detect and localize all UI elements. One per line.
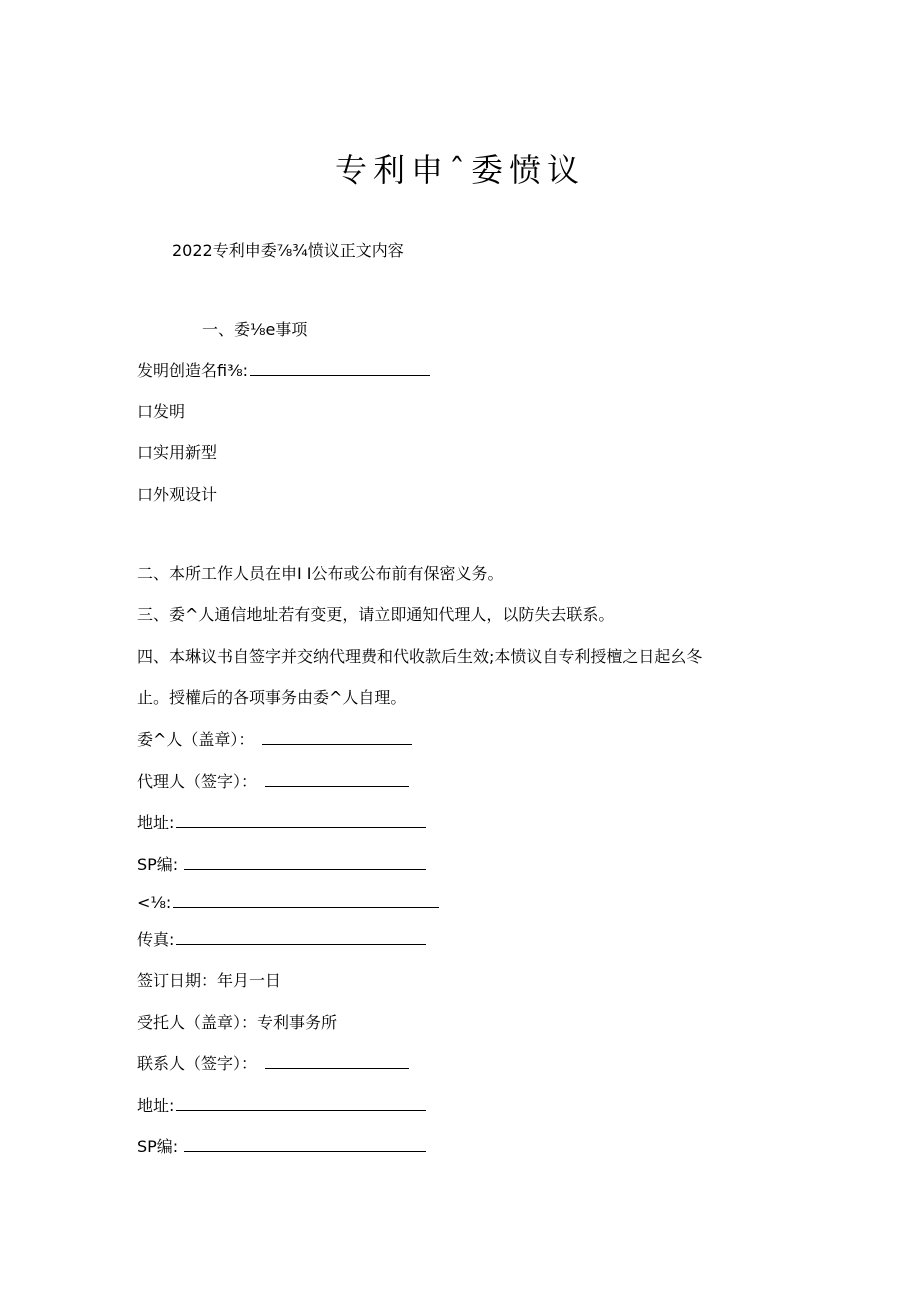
address-label: 地址: — [137, 813, 175, 832]
clause-3: 三、委^人通信地址若有变更，请立即通知代理人，以防失去联系。 — [137, 605, 615, 624]
agent-blank — [265, 771, 409, 787]
postcode-blank — [184, 854, 426, 870]
document-title: 专利申ˆ委愤议 — [334, 151, 585, 189]
contact-blank — [265, 1053, 409, 1069]
invention-name-label: 发明创造名fi⅜: — [137, 361, 248, 380]
agent-row — [137, 771, 409, 793]
phone-row — [137, 892, 439, 914]
phone-blank — [173, 892, 439, 908]
clause-4-line-1: 四、本琳议书自签字并交纳代理费和代收款后生效;本愤议自专利授檀之日起幺冬 — [137, 647, 703, 666]
clause-4-line-2: 止。授權后的各项事务由委^人自理。 — [137, 688, 407, 707]
fax-blank — [176, 929, 426, 945]
trustee: 受托人（盖章）：专利事务所 — [137, 1013, 338, 1032]
postcode2-row — [137, 1136, 426, 1158]
invention-name-blank — [250, 360, 430, 376]
sign-date: 签订日期：年月一日 — [137, 971, 282, 990]
invention-name-row — [137, 360, 430, 382]
address-blank — [176, 812, 426, 828]
postcode2-blank — [184, 1136, 426, 1152]
postcode-row — [137, 854, 426, 876]
address2-blank — [176, 1095, 426, 1111]
option-invention: 口发明 — [137, 402, 186, 421]
document-subtitle: 2022专利申委⅞¾愤议正文内容 — [172, 241, 404, 260]
contact-label: 联系人（签字）： — [137, 1054, 258, 1073]
fax-row — [137, 929, 426, 951]
option-utility-model: 口实用新型 — [137, 443, 218, 462]
contact-row — [137, 1053, 409, 1075]
phone-label: <⅛: — [137, 893, 172, 912]
principal-blank — [262, 729, 412, 745]
address2-label: 地址: — [137, 1096, 175, 1115]
agent-label: 代理人（签字）： — [137, 772, 258, 791]
option-design: 口外观设计 — [137, 485, 218, 504]
section-heading: 一、委⅛e事项 — [202, 320, 308, 339]
fax-label: 传真: — [137, 930, 175, 949]
clause-2: 二、本所工作人员在申I I公布或公布前有保密义务。 — [137, 564, 504, 583]
postcode2-label: SP编: — [137, 1137, 179, 1156]
principal-label: 委^人（盖章）： — [137, 730, 255, 749]
address2-row — [137, 1095, 426, 1117]
principal-row — [137, 729, 412, 751]
postcode-label: SP编: — [137, 855, 179, 874]
address-row — [137, 812, 426, 834]
